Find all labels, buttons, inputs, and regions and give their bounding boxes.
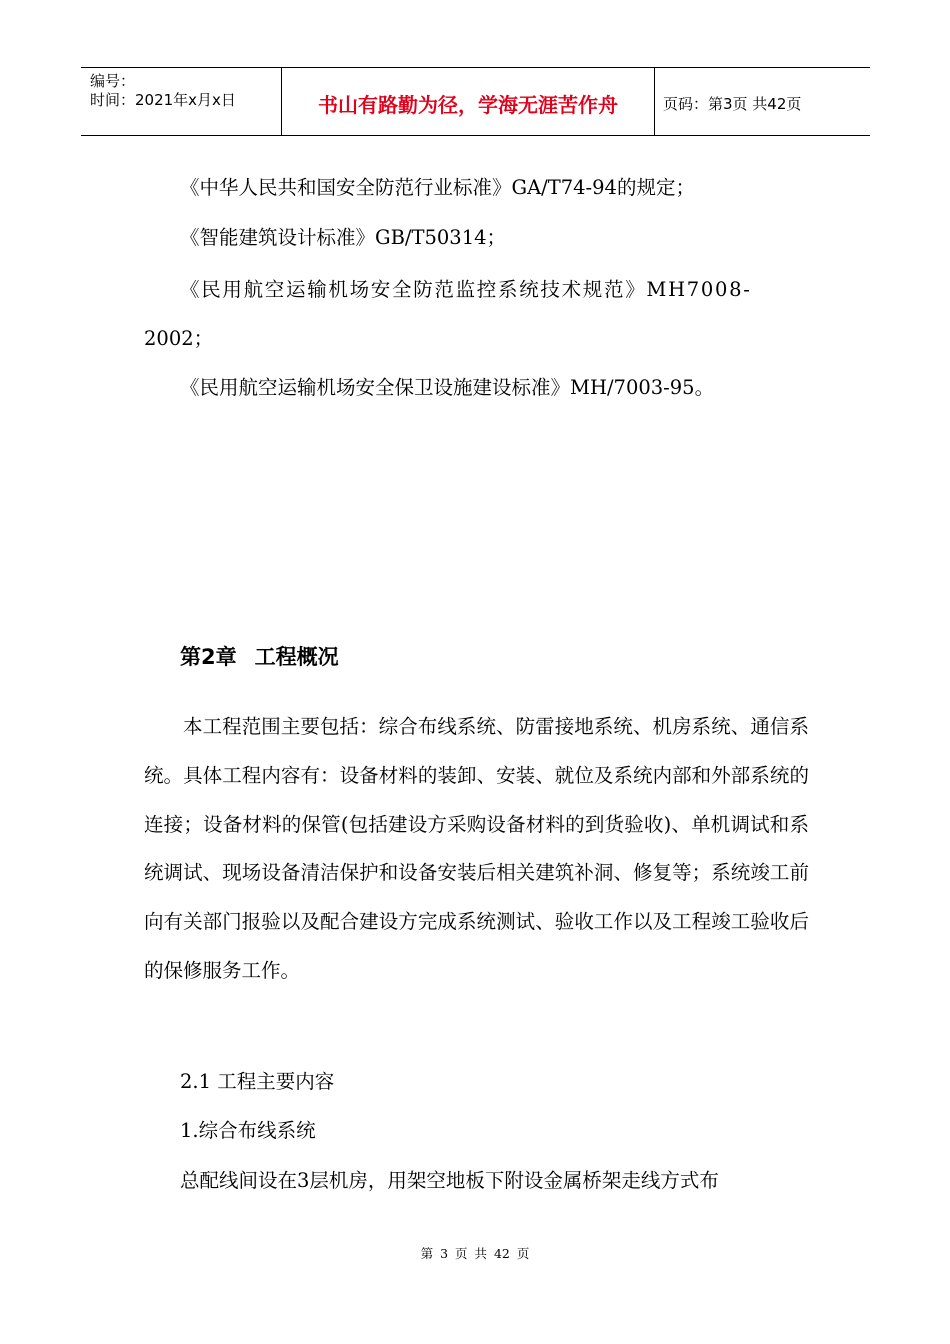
page-header <box>81 67 870 136</box>
document-number: 编号： <box>90 72 136 90</box>
body-last-line: 总配线间设在3层机房，用架空地板下附设金属桥架走线方式布 <box>180 1169 719 1192</box>
reference-line-2: 《智能建筑设计标准》GB/T50314； <box>180 226 507 249</box>
chapter-title: 工程概况 <box>254 645 339 669</box>
reference-line-3: 《民用航空运输机场安全防范监控系统技术规范》MH7008- <box>180 278 752 301</box>
chapter-heading <box>180 641 357 671</box>
reference-line-1: 《中华人民共和国安全防范行业标准》GA/T74-94的规定； <box>180 176 695 199</box>
reference-line-3-cont: 2002； <box>144 327 214 350</box>
body-paragraph: 本工程范围主要包括：综合布线系统、防雷接地系统、机房系统、通信系统。具体工程内容有：设备材料的装卸、安装、就位及系统内部和外部系统的连接；设备材料的保管(包括建设方采购设备材料的到货验收)、单机调试和系统调试、现场设备清洁保护和设备安装后相关建筑补洞、修复等；系统竣工前向有关部门报验以及配合建设方完成系统测试、验收工作以及工程竣工验收后的保修服务工作。 <box>144 715 809 982</box>
header-page-info: 页码：第3页 共42页 <box>663 95 802 113</box>
section-heading: 2.1 工程主要内容 <box>180 1070 335 1093</box>
reference-line-4: 《民用航空运输机场安全保卫设施建设标准》MH/7003-95。 <box>180 376 715 399</box>
document-date: 时间：2021年x月x日 <box>90 91 236 109</box>
chapter-number: 第2章 <box>180 645 237 669</box>
list-item: 1.综合布线系统 <box>180 1119 316 1142</box>
page-footer: 第 3 页 共 42 页 <box>420 1246 530 1261</box>
header-motto: 书山有路勤为径，学海无涯苦作舟 <box>282 68 655 135</box>
header-meta <box>81 68 282 135</box>
